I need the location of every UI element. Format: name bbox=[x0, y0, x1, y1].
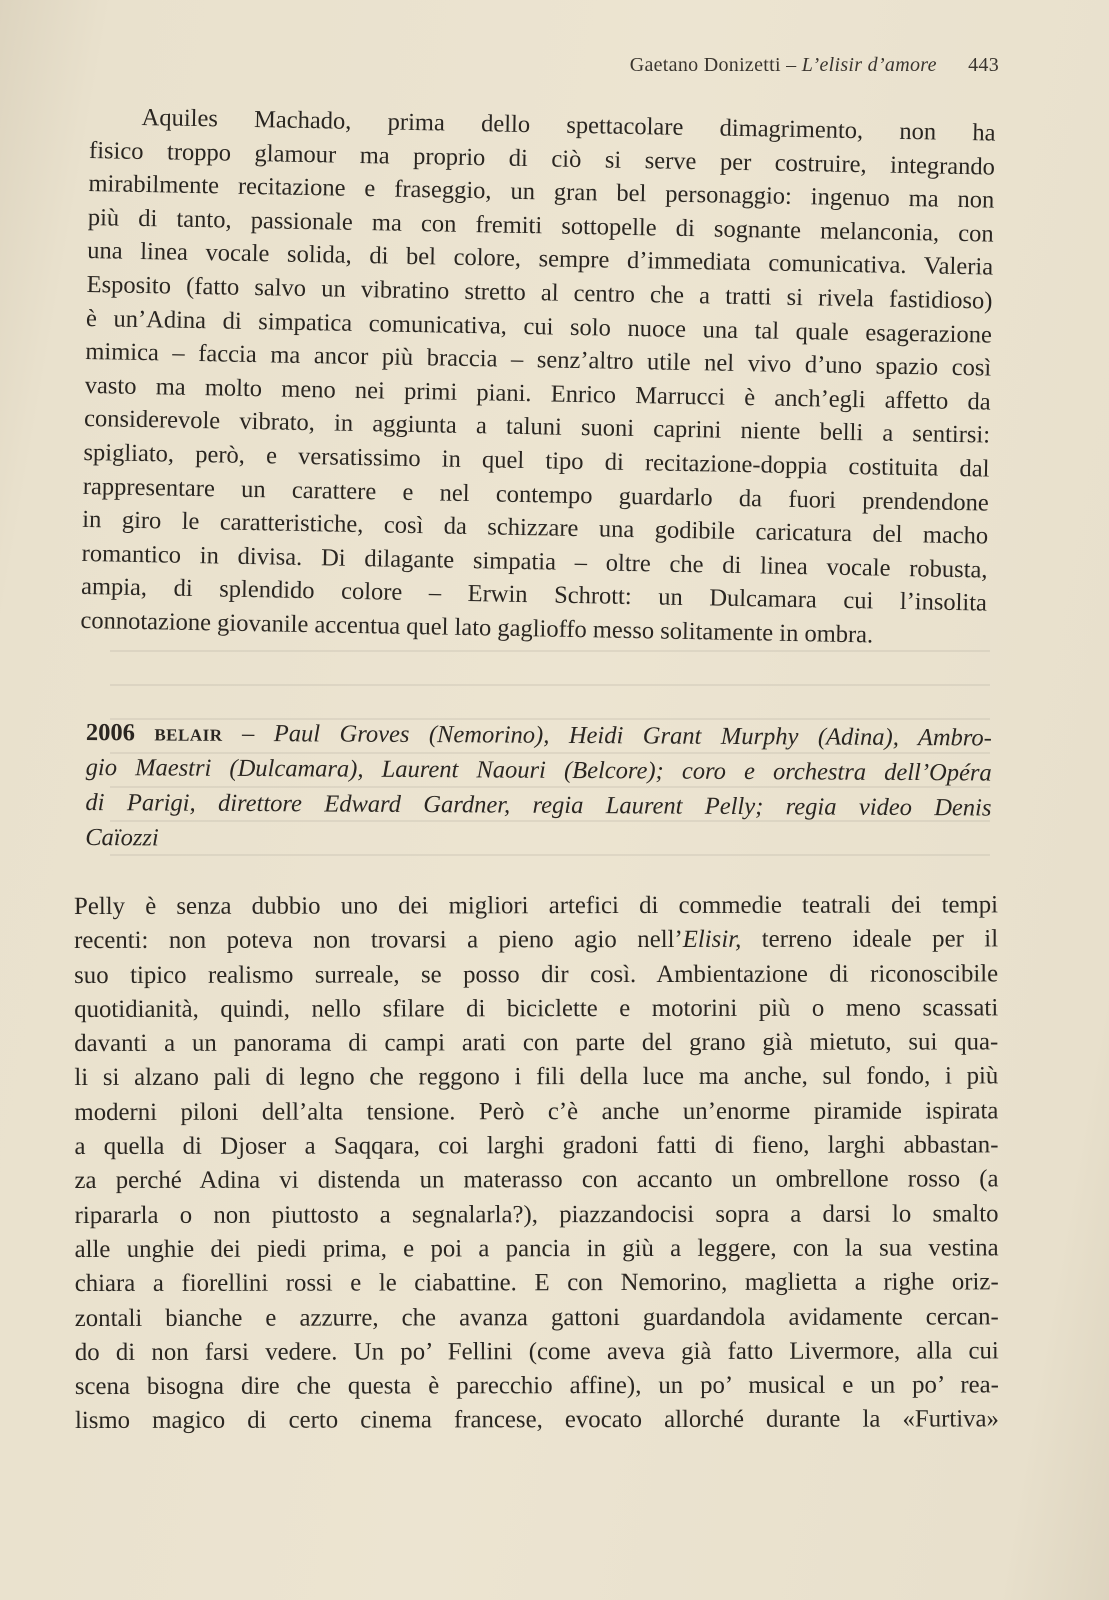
text-line: vasto ma molto meno nei primi piani. Enrico Marrucci è anch’egli affetto da bbox=[84, 371, 991, 416]
text-line: lismo magico di certo cinema francese, evocato allorché durante la «Furtiva» bbox=[74, 1405, 999, 1435]
entry-cast-text: gio Maestri (Dulcamara), Laurent Naouri (Belcore); coro e orchestra dell’Opéra bbox=[85, 753, 992, 787]
text-line: quotidianità, quindi, nello sfilare di biciclette e motorini più o meno scassati bbox=[74, 994, 999, 1023]
entry-dash: – bbox=[241, 719, 255, 748]
text-line: li si alzano pali di legno che reggono i fili della luce ma anche, sul fondo, i più bbox=[74, 1062, 999, 1092]
header-author: Gaetano Donizetti bbox=[629, 54, 781, 76]
text-line: mirabilmente recitazione e fraseggio, un gran bel personaggio: ingenuo ma non bbox=[88, 170, 995, 214]
entry-year: 2006 bbox=[85, 718, 135, 747]
text-line: ripararla o non piuttosto a segnalarla?), piazzandocisi sopra a darsi lo smalto bbox=[74, 1200, 999, 1229]
text-run: terreno ideale per il bbox=[741, 925, 999, 954]
text-line: una linea vocale solida, di bel colore, sempre d’immediata comunicativa. Valeria bbox=[86, 237, 994, 281]
text-line: Esposito (fatto salvo un vibratino stretto al centro che a tratti si rivela fastidioso) bbox=[86, 270, 993, 315]
italic-title: Elisir, bbox=[682, 926, 742, 954]
text-line: moderni piloni dell’alta tensione. Però c’è anche un’enorme piramide ispirata bbox=[74, 1097, 999, 1126]
text-line: zontali bianche e azzurre, che avanza gattoni guardandola avidamente cercan- bbox=[74, 1302, 999, 1332]
text-line: considerevole vibrato, in aggiunta a taluni suoni caprini niente belli a sentirsi: bbox=[83, 405, 991, 449]
text-line: più di tanto, passionale ma con fremiti sottopelle di sognante melanconia, con bbox=[87, 203, 994, 248]
text-line: mimica – faccia ma ancor più braccia – senz’altro utile nel vivo d’uno spazio così bbox=[85, 338, 992, 382]
page-number: 443 bbox=[968, 54, 999, 76]
text-line: connotazione giovanile accentua quel lato gaglioffo messo solitamente in ombra. bbox=[80, 606, 874, 649]
text-line: suo tipico realismo surreale, se posso dir così. Ambientazione di riconoscibile bbox=[74, 959, 999, 989]
text-line: scena bisogna dire che questa è parecchio affine), un po’ musical e un po’ rea- bbox=[74, 1371, 999, 1401]
text-line: za perché Adina vi distenda un materasso con accanto un ombrellone rosso (a bbox=[74, 1165, 999, 1195]
text-line: alle unghie dei piedi prima, e poi a pancia in giù a leggere, con la sua vestina bbox=[74, 1234, 999, 1263]
header-separator: – bbox=[786, 54, 797, 76]
text-line: rappresentare un carattere e nel contempo guardarlo da fuori prendendone bbox=[82, 472, 990, 517]
text-line: in giro le caratteristiche, così da schizzare una godibile caricatura del macho bbox=[82, 506, 989, 550]
text-line: do di non farsi vedere. Un po’ Fellini (come aveva già fatto Livermore, alla cui bbox=[74, 1337, 999, 1366]
text-line: davanti a un panorama di campi arati con parte del grano già mietuto, sui qua- bbox=[74, 1028, 999, 1058]
text-line bbox=[74, 923, 998, 959]
running-head bbox=[630, 54, 999, 77]
entry-cast-text: Caïozzi bbox=[85, 823, 159, 852]
text-line: Aquiles Machado, prima dello spettacolare dimagrimento, non ha bbox=[141, 103, 996, 147]
text-line: ampia, di splendido colore – Erwin Schrott: un Dulcamara cui l’insolita bbox=[80, 573, 988, 617]
entry-cast-text: Paul Groves (Nemorino), Heidi Grant Murphy (Adina), Ambro- bbox=[273, 720, 992, 752]
text-run: recenti: non poteva non trovarsi a pieno agio nell’ bbox=[74, 926, 683, 955]
header-work-title: L’elisir d’amore bbox=[801, 54, 937, 76]
paragraph-review-1 bbox=[80, 100, 996, 654]
text-line: a quella di Djoser a Saqqara, coi larghi gradoni fatti di fieno, larghi abbastan- bbox=[74, 1131, 999, 1161]
text-line: è un’Adina di simpatica comunicativa, cui solo nuoce una tal quale esagerazione bbox=[85, 304, 993, 349]
text-line: fisico troppo glamour ma proprio di ciò si serve per costruire, integrando bbox=[88, 136, 996, 181]
entry-cast-text: di Parigi, direttore Edward Gardner, regia Laurent Pelly; regia video Denis bbox=[85, 788, 992, 822]
text-line: chiara a fiorellini rossi e le ciabattine. E con Nemorino, maglietta a righe oriz- bbox=[74, 1268, 999, 1298]
text-line: Pelly è senza dubbio uno dei migliori artefici di commedie teatrali dei tempi bbox=[74, 891, 999, 920]
discography-entry-heading bbox=[85, 715, 992, 861]
text-line: spigliato, però, e versatissimo in quel tipo di recitazione-doppia costituita dal bbox=[83, 438, 990, 483]
paragraph-review-2 bbox=[74, 888, 999, 1438]
text-line: romantico in divisa. Di dilagante simpatia – oltre che di linea vocale robusta, bbox=[81, 539, 988, 584]
entry-label: belair bbox=[154, 719, 223, 747]
